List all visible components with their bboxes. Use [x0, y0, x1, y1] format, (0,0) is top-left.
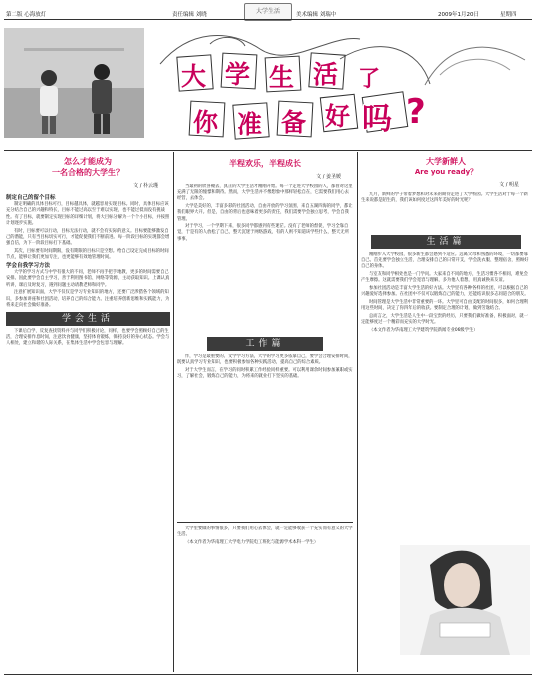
banner-char: 准: [237, 110, 263, 139]
paragraph: 作，学习是最重要的。文学学习方法，大学的学习更多依靠自己，要学会合理安排时间，既要认真学习专业知识，也要积极参加各种实践活动，提高自己的综合素质。: [177, 354, 353, 366]
question-mark-icon: ?: [406, 92, 426, 132]
paragraph: 制定明确的具体目标可行，目标越具体，就越容易实现目标。同时，具体目标应该充分结合自己的兴趣和特长，目标不能过高以至于难以实现，也不能过低而没有挑战性。有了目标，就要制定实现目标的详细计划，将大目标分解为一个个小目标，并按照计划逐步实施。: [6, 202, 170, 226]
paragraph: （本文作者为华南理工大学电力学院电工班化与能源学术本科一学生）: [185, 539, 319, 545]
article-2-footer: [177, 526, 353, 646]
section-heading: 制定自己的留个目标: [6, 195, 56, 201]
article-3-body: [361, 252, 531, 562]
article-1-byline: 文 / 朴云瑾: [133, 183, 158, 189]
weekday-label: 星期四: [500, 12, 517, 18]
article-3-title-line2: Are you ready？: [414, 168, 478, 176]
editor-label: 责任编辑 刘晓: [172, 12, 207, 18]
decor-swirl: [420, 30, 530, 90]
paragraph: 下课后自学、反复查找资料并与同学们积极讨论，同样，也要学会照顾好自己的生活，合理安排作息时间，注意饮食健康，坚持体育锻炼，保持良好的身心状态。学会与人相处，建立和谐的人际关系，在集体生活中学会包容与理解。: [6, 328, 170, 347]
student-reading-photo: [400, 545, 530, 655]
banner-char: 大: [181, 62, 207, 91]
banner-char: 备: [281, 108, 307, 137]
article-2-byline: 文 / 姜圣媛: [316, 174, 341, 180]
paragraph: 九月，新鲜的学子带着梦想和对未来的期待走进了大学校园。大学生活对于每一个新生来说都是陌生的，我们该如何度过这四年美好的时光呢？: [361, 192, 528, 204]
article-1-body: [6, 193, 170, 653]
article-3-byline: 文 / 明星: [499, 182, 519, 188]
column-divider: [173, 152, 174, 672]
banner-char: 好: [325, 102, 351, 131]
art-editor-label: 美术编辑 刘瑞中: [296, 12, 337, 18]
article-2-title: 半程欢乐，半程成长: [229, 159, 301, 168]
article-1: [6, 152, 170, 653]
footer-divider: [177, 522, 353, 523]
paragraph: 大学是美好的，丰富多彩的社团活动、自由开放的学习氛围、来自五湖四海的同学，都让我们眼界大开。但是，自由的背后也意味着更多的责任，我们需要学会独立思考，学会自我管理。: [177, 204, 353, 222]
page-section-label: 第二版 心海放灯: [6, 12, 47, 18]
article-2-body-2: [177, 354, 353, 534]
banner-char: 吗: [362, 102, 392, 137]
banner-char: 学: [225, 60, 251, 89]
banner-char: 了: [358, 67, 381, 92]
paragraph: 对于大学生而言，在学习的同时积累工作经验同样重要。可以利用课余时间参加兼职或实习，了解社会，锻炼自己的能力，为将来的就业打下坚实的基础。: [177, 367, 353, 380]
banner-title: [150, 24, 440, 149]
section-heading: 学会自我学习方法: [6, 263, 51, 270]
article-3: [361, 152, 531, 562]
paragraph: 刚刚步入大学校园，很多新生都会感到不适应。远离父母和熟悉的环境，一切都要靠自己。首先要学会独立生活，合理安排自己的日常开支，学会洗衣服、整理宿舍，照顾好自己的身体。: [361, 252, 529, 270]
paragraph: （本文作者为华南理工大学建筑学院新闻专业06级学生）: [369, 327, 478, 333]
banner-char: 活: [313, 60, 339, 89]
banner-divider: [4, 150, 532, 151]
date-label: 2009年1月20日: [438, 12, 479, 18]
paragraph: 总而言之，大学生活是人生中一段宝贵的经历，只要我们做好准备，积极面对，就一定能够度过一个精彩而充实的大学时光。: [361, 313, 528, 326]
paragraph: 大学的学习方式与中学有很大的不同，老师不再手把手地教，更多的时间需要自己安排。因此要学会自主学习，善于利用图书馆、网络等资源，主动获取知识。上课认真听讲，课后及时复习，遇到问题主动请教老师和同学。: [6, 270, 170, 288]
banner-char: 生: [269, 63, 295, 92]
article-2-body: [177, 184, 353, 334]
paragraph: 其次，目标要有时间期限，没有期限的目标只是空想。给自己设定完成目标的时间节点，能够让我们更加专注，也更能够有效地管理时间。: [6, 248, 169, 260]
article-1-title-line2: 一名合格的大学生？: [52, 168, 124, 177]
paragraph: 有时，目标要可以行动，目标无法行动，就不会有实际的意义。目标要能够激发自己的潜能，只有当目标切实可行，才能促使我们不断前进。每一阶段目标的实现都会增强自信，为下一阶段目标打下基础。: [6, 228, 170, 246]
column-divider: [357, 152, 358, 672]
header-divider: [4, 19, 532, 20]
paragraph: 与室友和同学相处也是一门学问。大家来自不同的地方，生活习惯各不相同，难免会产生摩擦。这就需要我们学会宽容与理解，多为他人着想，用真诚换来友谊。: [361, 272, 528, 284]
section-bar: 工作篇: [207, 337, 323, 351]
paragraph: 参加社团活动是丰富大学生活的好方法。大学里有各种各样的社团，可以根据自己的兴趣爱好选择参加。在社团中不仅可以锻炼自己的能力，还能结识很多志同道合的朋友。: [361, 286, 529, 298]
footer-rule: [4, 674, 532, 675]
article-3-title-line1: 大学新鲜人: [426, 157, 466, 166]
article-2: [177, 152, 353, 545]
paragraph: 当最初的欣喜褪去，真正的大学生活才刚刚开始。每一个走进大学校园的人，都曾对这里充满了无限的憧憬和期待。然而，大学生活并不像想象中那样轻松自在，它需要我们用心去经营，去体会。: [177, 184, 353, 202]
section-bar: 生活篇: [371, 235, 521, 249]
article-3-intro: [361, 192, 531, 232]
article-1-title-line1: 怎么才能成为: [64, 157, 112, 166]
section-bar: 学会生活: [6, 312, 170, 326]
banner-char: 你: [193, 108, 219, 137]
students-photo: [4, 28, 144, 138]
paragraph: 注意扩展知识面，大学不仅仅是学习专业知识的地方，还要广泛涉猎各个领域的知识，多参加讲座和社团活动，培养自己的综合能力。注重培养创新思维和实践能力，为将来走向社会做好准备。: [6, 290, 170, 308]
paragraph: 时间管理是大学生活中非常重要的一环。大学里可自由支配的时间很多，如何合理利用这些时间，决定了你四年后的收获。要制定合理的计划，做到劳逸结合。: [361, 299, 528, 312]
paragraph: 对于学习，一个学期下来，很多同学都感到有些迷茫。没有了老师的督促，学习全靠自觉，于是有的人放松了自己，整天沉迷于网络游戏，有的人则不知道该学些什么，整天无所事事。: [177, 224, 349, 242]
masthead-logo-text: 大学生活: [255, 8, 280, 15]
paragraph: 大学里要做的事情很多，只要我们用心去体会，就一定能够收获一个充实而有意义的大学生活。: [177, 526, 353, 538]
